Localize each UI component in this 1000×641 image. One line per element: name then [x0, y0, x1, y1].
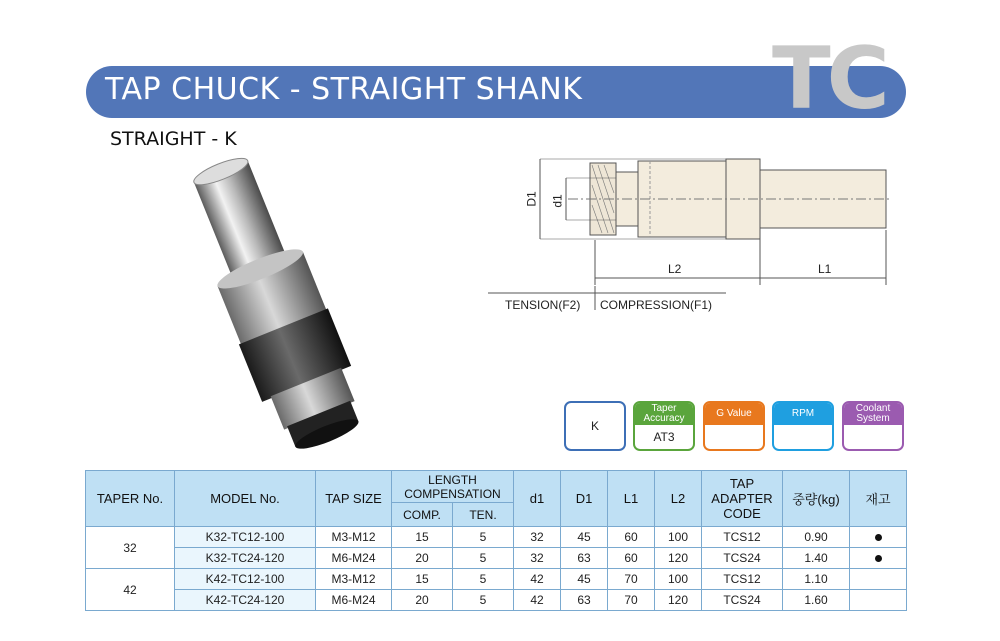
spec-rpm — [772, 401, 834, 451]
dimension-label-d1: d1 — [550, 194, 565, 208]
header-tap-size: TAP SIZE — [316, 471, 392, 527]
spec-g-value-value — [705, 425, 763, 449]
dimension-label-L2: L2 — [668, 262, 682, 276]
header-ten: TEN. — [453, 503, 514, 527]
comp-cell: 15 — [392, 569, 453, 590]
taper-cell: 42 — [86, 569, 175, 611]
weight-cell: 1.40 — [783, 548, 850, 569]
header-weight: 중량(kg) — [783, 471, 850, 527]
model-cell: K42-TC12-100 — [175, 569, 316, 590]
header-L1: L1 — [608, 471, 655, 527]
adapter-cell: TCS24 — [702, 548, 783, 569]
in-stock-dot-icon — [875, 555, 882, 562]
ten-cell: 5 — [453, 548, 514, 569]
d1-cell: 32 — [514, 527, 561, 548]
header-D1: D1 — [561, 471, 608, 527]
weight-cell: 1.10 — [783, 569, 850, 590]
spec-taper-accuracy — [633, 401, 695, 451]
tap-size-cell: M3-M12 — [316, 527, 392, 548]
model-cell: K32-TC12-100 — [175, 527, 316, 548]
spec-coolant — [842, 401, 904, 451]
header-model: MODEL No. — [175, 471, 316, 527]
compression-label: COMPRESSION(F1) — [600, 298, 713, 312]
adapter-cell: TCS24 — [702, 590, 783, 611]
spec-type-value: K — [590, 419, 599, 433]
dimension-label-L1: L1 — [818, 262, 832, 276]
header-L2: L2 — [655, 471, 702, 527]
header-adapter-code: TAP ADAPTER CODE — [702, 471, 783, 527]
D1-cell: 63 — [561, 548, 608, 569]
taper-cell: 32 — [86, 527, 175, 569]
page-subtitle: STRAIGHT - K — [110, 128, 237, 150]
ten-cell: 5 — [453, 527, 514, 548]
L2-cell: 100 — [655, 569, 702, 590]
category-badge: TC — [772, 29, 886, 129]
spec-taper-accuracy-label: Taper Accuracy — [635, 403, 693, 425]
table-row — [86, 590, 907, 611]
d1-cell: 32 — [514, 548, 561, 569]
D1-cell: 45 — [561, 569, 608, 590]
header-comp: COMP. — [392, 503, 453, 527]
table-row — [86, 569, 907, 590]
weight-cell: 0.90 — [783, 527, 850, 548]
L1-cell: 70 — [608, 569, 655, 590]
spec-rpm-value — [774, 425, 832, 449]
stock-cell — [850, 569, 907, 590]
tension-label: TENSION(F2) — [505, 298, 581, 312]
header-taper: TAPER No. — [86, 471, 175, 527]
L1-cell: 60 — [608, 548, 655, 569]
spec-g-value-label: G Value — [705, 403, 763, 425]
L2-cell: 100 — [655, 527, 702, 548]
spec-taper-accuracy-value: AT3 — [653, 430, 675, 444]
table-row — [86, 527, 907, 548]
comp-cell: 20 — [392, 548, 453, 569]
spec-g-value — [703, 401, 765, 451]
comp-cell: 15 — [392, 527, 453, 548]
tap-size-cell: M6-M24 — [316, 548, 392, 569]
header-length-compensation: LENGTH COMPENSATION — [392, 471, 514, 503]
spec-type-box — [564, 401, 626, 451]
adapter-cell: TCS12 — [702, 569, 783, 590]
L2-cell: 120 — [655, 590, 702, 611]
L1-cell: 60 — [608, 527, 655, 548]
spec-rpm-label: RPM — [774, 403, 832, 425]
model-cell: K42-TC24-120 — [175, 590, 316, 611]
weight-cell: 1.60 — [783, 590, 850, 611]
tap-size-cell: M3-M12 — [316, 569, 392, 590]
technical-diagram — [480, 150, 900, 320]
comp-cell: 20 — [392, 590, 453, 611]
d1-cell: 42 — [514, 590, 561, 611]
page-title: TAP CHUCK - STRAIGHT SHANK — [105, 72, 583, 107]
d1-cell: 42 — [514, 569, 561, 590]
D1-cell: 45 — [561, 527, 608, 548]
ten-cell: 5 — [453, 569, 514, 590]
in-stock-dot-icon — [875, 534, 882, 541]
tap-size-cell: M6-M24 — [316, 590, 392, 611]
stock-cell — [850, 527, 907, 548]
spec-coolant-label: Coolant System — [844, 403, 902, 425]
spec-table — [85, 470, 907, 611]
spec-coolant-value — [844, 425, 902, 449]
stock-cell — [850, 590, 907, 611]
D1-cell: 63 — [561, 590, 608, 611]
product-photo — [150, 150, 430, 450]
model-cell: K32-TC24-120 — [175, 548, 316, 569]
adapter-cell: TCS12 — [702, 527, 783, 548]
stock-cell — [850, 548, 907, 569]
L1-cell: 70 — [608, 590, 655, 611]
header-stock: 재고 — [850, 471, 907, 527]
dimension-label-D1: D1 — [524, 191, 539, 207]
header-d1: d1 — [514, 471, 561, 527]
L2-cell: 120 — [655, 548, 702, 569]
ten-cell: 5 — [453, 590, 514, 611]
table-row — [86, 548, 907, 569]
